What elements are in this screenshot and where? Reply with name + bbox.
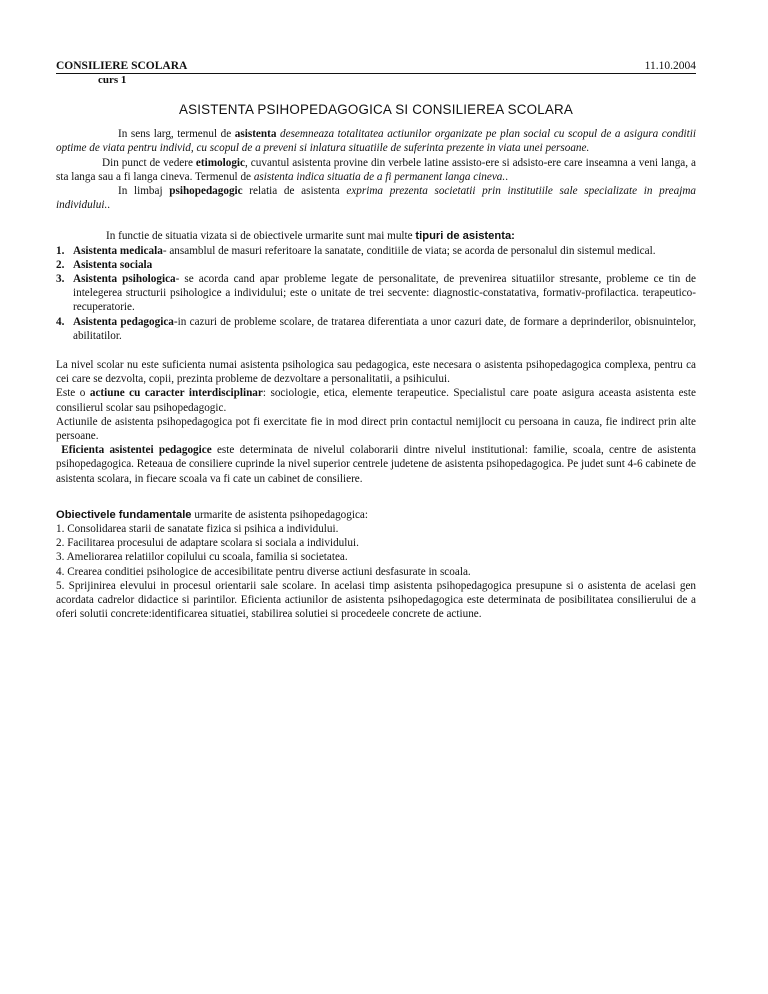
text-run: relatia de asistenta (242, 185, 347, 198)
text-run: . (107, 199, 111, 212)
item-number: 3. (56, 273, 65, 286)
list-item (56, 244, 696, 258)
course-number: curs 1 (98, 74, 127, 86)
bold-term: etimologic (195, 156, 246, 169)
list-item: 4. Crearea conditiei psihologice de accesibilitate pentru diverse actiuni desfasurate in scoala. (56, 565, 471, 578)
page-title: ASISTENTA PSIHOPEDAGOGICA SI CONSILIEREA SCOLARA (178, 102, 574, 117)
item-name: Asistenta medicala (73, 244, 163, 257)
types-intro (56, 229, 696, 243)
italic-run: asistenta indica situatia de a fi permanent langa cineva. (253, 170, 506, 183)
text-run: Este o (56, 387, 90, 400)
italic-run: exprima prezenta societatii prin institutiile sale specializate in preajma individului. (56, 185, 696, 212)
text-run: In functie de situatia vizata si de obiectivele urmarite sunt mai multe (106, 230, 416, 243)
paragraph-definition (56, 127, 696, 155)
objectives-list (56, 522, 696, 621)
list-item (56, 315, 696, 343)
item-name: Asistenta pedagogica (73, 315, 174, 328)
paragraph-psychopedagogic (56, 184, 696, 212)
item-text (73, 315, 696, 343)
document-header (56, 60, 696, 74)
types-heading: tipuri de asistenta: (415, 230, 515, 243)
text-run: Din punct de vedere (102, 156, 196, 169)
item-text (73, 244, 696, 258)
text-run: urmarite de asistenta psihopedagogica: (191, 508, 369, 521)
item-desc: - se acorda cand apar probleme legate de personalitate, de prevenirea situatiilor stresante, probleme ce tin de intelegerea structurii psihologice a individului; este o unitate de trei secvente: diagnostic-constatativa, formativ-profilactica. terapeutico-recuperatorie. (73, 273, 696, 314)
text-run: In sens larg, termenul de (118, 128, 235, 141)
header-date: 11.10.2004 (644, 60, 696, 72)
paragraph-efficiency (56, 443, 696, 486)
text-run: . (505, 170, 508, 183)
school-assistance-section (56, 358, 696, 486)
text-run: : sociologie, etica, elemente terapeutice. Specialistul care poate asigura aceasta asistenta este consilierul scolar sau psihopedagogic. (56, 387, 696, 414)
bold-term: psihopedagogic (169, 185, 243, 198)
list-item (56, 258, 696, 272)
item-name: Asistenta sociala (73, 258, 153, 271)
item-text (73, 272, 696, 315)
bold-term: Eficienta asistentei pedagogice (61, 444, 212, 457)
item-desc: -in cazuri de probleme scolare, de tratarea diferentiata a unor cazuri date, de formare a deprinderilor, obisnuintelor, abilitatilor. (73, 315, 696, 342)
paragraph-etymology (56, 156, 696, 184)
bold-term: asistenta (234, 128, 277, 141)
objectives-heading (56, 508, 696, 522)
list-item: 1. Consolidarea starii de sanatate fizica si psihica a individului. (56, 523, 339, 536)
item-text (73, 258, 696, 272)
item-number: 4. (56, 315, 65, 328)
objectives-title: Obiectivele fundamentale (56, 508, 192, 521)
bold-term: actiune cu caracter interdisciplinar (89, 387, 263, 400)
list-item: 5. Sprijinirea elevului in procesul orientarii sale scolare. In acelasi timp asistenta psihopedagogica presupune si o asistenta de acelasi gen acordata cadrelor didactice si parintilor. Eficienta actiunilor de asistenta psihopedagogica este determinata de posibilitatea consilierului de a oferi solutii concrete:identificarea situatiei, stabilirea solutiei si procedeele concrete de actiune. (56, 579, 696, 621)
list-item (56, 272, 696, 315)
course-title: CONSILIERE SCOLARA (56, 60, 188, 72)
document-page (56, 60, 696, 622)
paragraph-interdisciplinary (56, 386, 696, 414)
italic-run: desemneaza totalitatea actiunilor organizate pe plan social cu scopul de a asigura conditii optime de viata pentru individ, cu scopul de a preveni si inlatura situatiile de suferinta prezente in viata unei persoane. (56, 128, 696, 155)
paragraph-actions: Actiunile de asistenta psihopedagogica pot fi exercitate fie in mod direct prin contactul nemijlocit cu persoana in cauza, fie indirect prin alte persoane. (56, 415, 696, 443)
item-number: 2. (56, 258, 65, 271)
list-item: 2. Facilitarea procesului de adaptare scolara si sociala a individului. (56, 537, 359, 550)
text-run: este determinata de nivelul colaborarii dintre nivelul institutional: familie, scoala, centre de asistenta psihopedagogica. Reteaua de consiliere cuprinde la nivel superior centrele judetene de asistenta psihopedagogica. Pe judet sunt 4-6 cabinete de asistenta scolara, in fiecare scoala va fi cate un cabinet de consiliere. (56, 444, 696, 485)
item-desc: - ansamblul de masuri referitoare la sanatate, conditiile de viata; se acorda de personalul din sistemul medical. (162, 244, 656, 257)
paragraph-school-level: La nivel scolar nu este suficienta numai asistenta psihologica sau pedagogica, este necesara o asistenta psihopedagogica complexa, pentru ca cei care se dezvolta, copii, prezinta probleme de dezvoltare a personalitatii, a psihicului. (56, 359, 696, 386)
text-run: , cuvantul asistenta provine din verbele latine assisto-ere si adsisto-ere care inseamna a veni langa, a sta langa sau a fi langa cineva. Termenul de (56, 156, 696, 183)
types-list (56, 244, 696, 343)
text-run: In limbaj (118, 185, 170, 198)
list-item: 3. Ameliorarea relatiilor copilului cu scoala, familia si societatea. (56, 551, 348, 564)
item-name: Asistenta psihologica (73, 273, 176, 286)
item-number: 1. (56, 244, 65, 257)
